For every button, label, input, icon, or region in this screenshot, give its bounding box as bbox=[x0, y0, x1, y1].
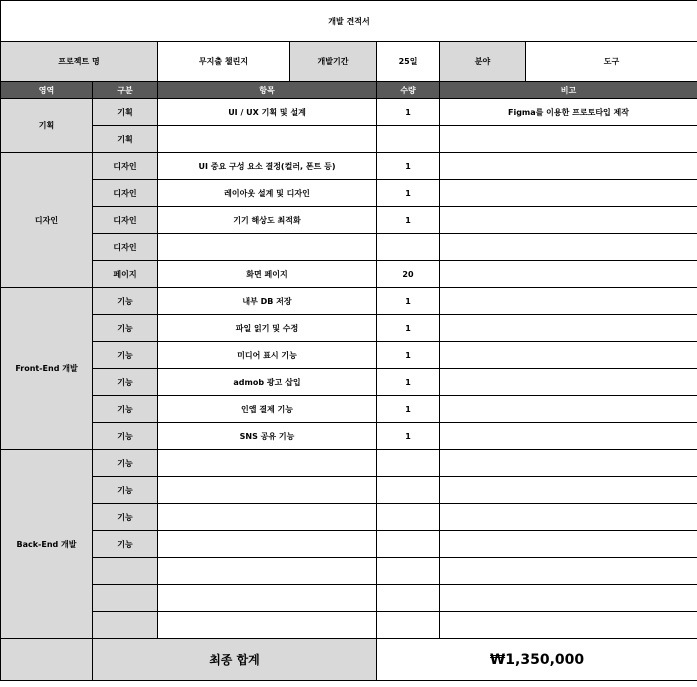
field-label: 분야 bbox=[440, 42, 526, 82]
row-item: 인앱 결제 기능 bbox=[158, 396, 377, 423]
total-value: ₩1,350,000 bbox=[377, 639, 697, 681]
header-qty: 수량 bbox=[377, 82, 440, 99]
table-row bbox=[1, 342, 697, 369]
row-item: 레이아웃 설계 및 디자인 bbox=[158, 180, 377, 207]
row-category: 기능 bbox=[93, 531, 158, 558]
row-note bbox=[440, 234, 697, 261]
total-spacer bbox=[1, 639, 93, 681]
row-note bbox=[440, 207, 697, 234]
row-category bbox=[93, 558, 158, 585]
column-header-row bbox=[1, 82, 697, 99]
table-row bbox=[1, 180, 697, 207]
section-planning: 기획 bbox=[1, 99, 93, 153]
project-name-value: 무지출 챌린지 bbox=[158, 42, 290, 82]
row-category bbox=[93, 612, 158, 639]
row-category: 기능 bbox=[93, 396, 158, 423]
table-row bbox=[1, 207, 697, 234]
row-qty bbox=[377, 558, 440, 585]
row-note bbox=[440, 369, 697, 396]
table-row bbox=[1, 288, 697, 315]
row-item bbox=[158, 477, 377, 504]
row-qty bbox=[377, 477, 440, 504]
row-qty: 1 bbox=[377, 396, 440, 423]
dev-period-value: 25일 bbox=[377, 42, 440, 82]
row-qty: 20 bbox=[377, 261, 440, 288]
row-note bbox=[440, 531, 697, 558]
table-row bbox=[1, 531, 697, 558]
table-row bbox=[1, 261, 697, 288]
project-name-label: 프로젝트 명 bbox=[1, 42, 158, 82]
row-qty bbox=[377, 126, 440, 153]
row-note bbox=[440, 585, 697, 612]
row-note bbox=[440, 315, 697, 342]
row-category: 디자인 bbox=[93, 153, 158, 180]
row-note bbox=[440, 342, 697, 369]
row-category: 디자인 bbox=[93, 207, 158, 234]
row-item: 파일 읽기 및 수정 bbox=[158, 315, 377, 342]
row-item: admob 광고 삽입 bbox=[158, 369, 377, 396]
row-item bbox=[158, 126, 377, 153]
row-item: 미디어 표시 기능 bbox=[158, 342, 377, 369]
table-row bbox=[1, 234, 697, 261]
row-item: UI / UX 기획 및 설계 bbox=[158, 99, 377, 126]
row-note bbox=[440, 504, 697, 531]
info-row bbox=[1, 42, 697, 82]
row-qty bbox=[377, 531, 440, 558]
row-category: 기능 bbox=[93, 423, 158, 450]
section-backend: Back-End 개발 bbox=[1, 450, 93, 639]
row-category: 기획 bbox=[93, 99, 158, 126]
field-value: 도구 bbox=[526, 42, 697, 82]
row-item bbox=[158, 450, 377, 477]
total-label: 최종 합계 bbox=[93, 639, 377, 681]
row-note bbox=[440, 396, 697, 423]
row-qty: 1 bbox=[377, 180, 440, 207]
row-category bbox=[93, 585, 158, 612]
row-qty bbox=[377, 612, 440, 639]
row-item: 내부 DB 저장 bbox=[158, 288, 377, 315]
table-row bbox=[1, 153, 697, 180]
row-note bbox=[440, 180, 697, 207]
row-qty: 1 bbox=[377, 207, 440, 234]
table-row bbox=[1, 423, 697, 450]
total-row bbox=[1, 639, 697, 681]
row-qty: 1 bbox=[377, 153, 440, 180]
document-title: 개발 견적서 bbox=[1, 1, 697, 42]
table-row bbox=[1, 477, 697, 504]
header-item: 항목 bbox=[158, 82, 377, 99]
row-item: 화면 페이지 bbox=[158, 261, 377, 288]
table-row bbox=[1, 612, 697, 639]
row-item bbox=[158, 558, 377, 585]
row-category: 기능 bbox=[93, 504, 158, 531]
row-qty: 1 bbox=[377, 423, 440, 450]
section-frontend: Front-End 개발 bbox=[1, 288, 93, 450]
row-note bbox=[440, 450, 697, 477]
row-category: 기획 bbox=[93, 126, 158, 153]
row-category: 페이지 bbox=[93, 261, 158, 288]
row-qty bbox=[377, 450, 440, 477]
row-qty: 1 bbox=[377, 99, 440, 126]
row-category: 기능 bbox=[93, 288, 158, 315]
row-qty: 1 bbox=[377, 315, 440, 342]
table-row bbox=[1, 558, 697, 585]
table-row bbox=[1, 99, 697, 126]
row-item: SNS 공유 기능 bbox=[158, 423, 377, 450]
row-qty: 1 bbox=[377, 342, 440, 369]
row-item bbox=[158, 504, 377, 531]
title-row bbox=[1, 1, 697, 42]
row-qty bbox=[377, 234, 440, 261]
row-item bbox=[158, 585, 377, 612]
row-category: 기능 bbox=[93, 450, 158, 477]
header-area: 영역 bbox=[1, 82, 93, 99]
row-note bbox=[440, 288, 697, 315]
table-row bbox=[1, 504, 697, 531]
row-note bbox=[440, 477, 697, 504]
table-row bbox=[1, 396, 697, 423]
table-row bbox=[1, 450, 697, 477]
row-qty bbox=[377, 585, 440, 612]
table-row bbox=[1, 126, 697, 153]
row-category: 기능 bbox=[93, 342, 158, 369]
row-category: 기능 bbox=[93, 369, 158, 396]
row-qty bbox=[377, 504, 440, 531]
row-category: 디자인 bbox=[93, 234, 158, 261]
row-category: 기능 bbox=[93, 315, 158, 342]
section-design: 디자인 bbox=[1, 153, 93, 288]
row-note: Figma를 이용한 프로토타입 제작 bbox=[440, 99, 697, 126]
row-note bbox=[440, 261, 697, 288]
row-item bbox=[158, 234, 377, 261]
row-category: 기능 bbox=[93, 477, 158, 504]
row-note bbox=[440, 423, 697, 450]
header-note: 비고 bbox=[440, 82, 697, 99]
row-qty: 1 bbox=[377, 288, 440, 315]
table-row bbox=[1, 315, 697, 342]
row-item bbox=[158, 612, 377, 639]
row-category: 디자인 bbox=[93, 180, 158, 207]
row-qty: 1 bbox=[377, 369, 440, 396]
dev-period-label: 개발기간 bbox=[290, 42, 377, 82]
row-item: UI 중요 구성 요소 결정(컬러, 폰트 등) bbox=[158, 153, 377, 180]
row-note bbox=[440, 126, 697, 153]
header-category: 구분 bbox=[93, 82, 158, 99]
row-note bbox=[440, 612, 697, 639]
row-note bbox=[440, 558, 697, 585]
row-item bbox=[158, 531, 377, 558]
row-item: 기기 해상도 최적화 bbox=[158, 207, 377, 234]
row-note bbox=[440, 153, 697, 180]
table-row bbox=[1, 369, 697, 396]
table-row bbox=[1, 585, 697, 612]
